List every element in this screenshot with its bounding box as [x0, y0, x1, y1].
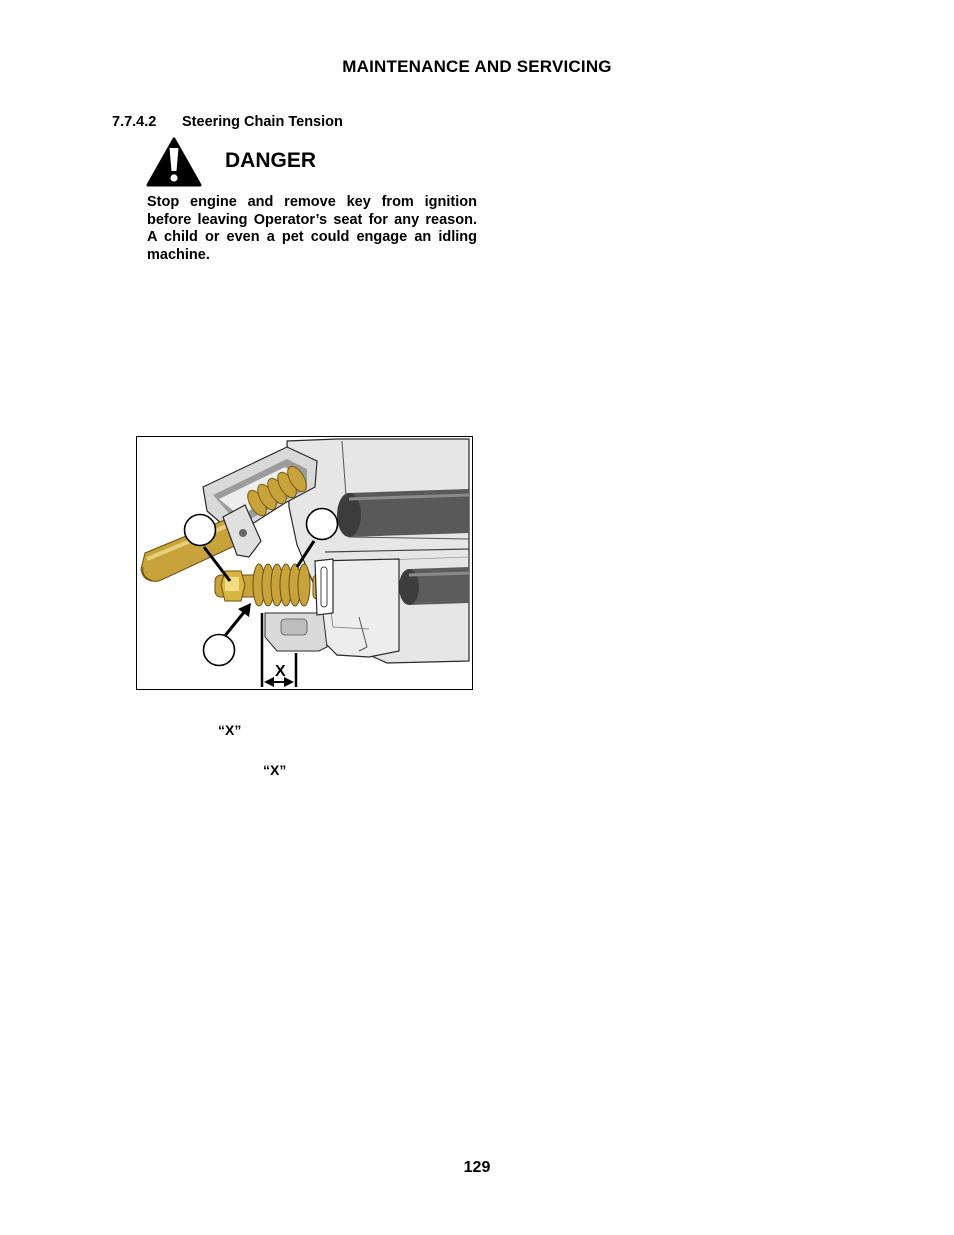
dimension-x-reference: “X”	[218, 722, 242, 738]
warning-triangle-icon	[146, 137, 202, 187]
section-title: Steering Chain Tension	[182, 114, 343, 130]
page-number: 129	[463, 1159, 491, 1176]
dimension-x-reference: “X”	[263, 762, 287, 778]
danger-message: Stop engine and remove key from ignition before leaving Operator’s seat for any reason. A child or even a pet could engage an idling machine.	[147, 194, 477, 263]
section-number: 7.7.4.2	[112, 114, 157, 130]
page-header-title: MAINTENANCE AND SERVICING	[342, 57, 612, 76]
danger-label: DANGER	[225, 149, 317, 172]
dimension-x-label: X	[275, 663, 286, 680]
steering-chain-tensioner-figure	[136, 436, 473, 690]
